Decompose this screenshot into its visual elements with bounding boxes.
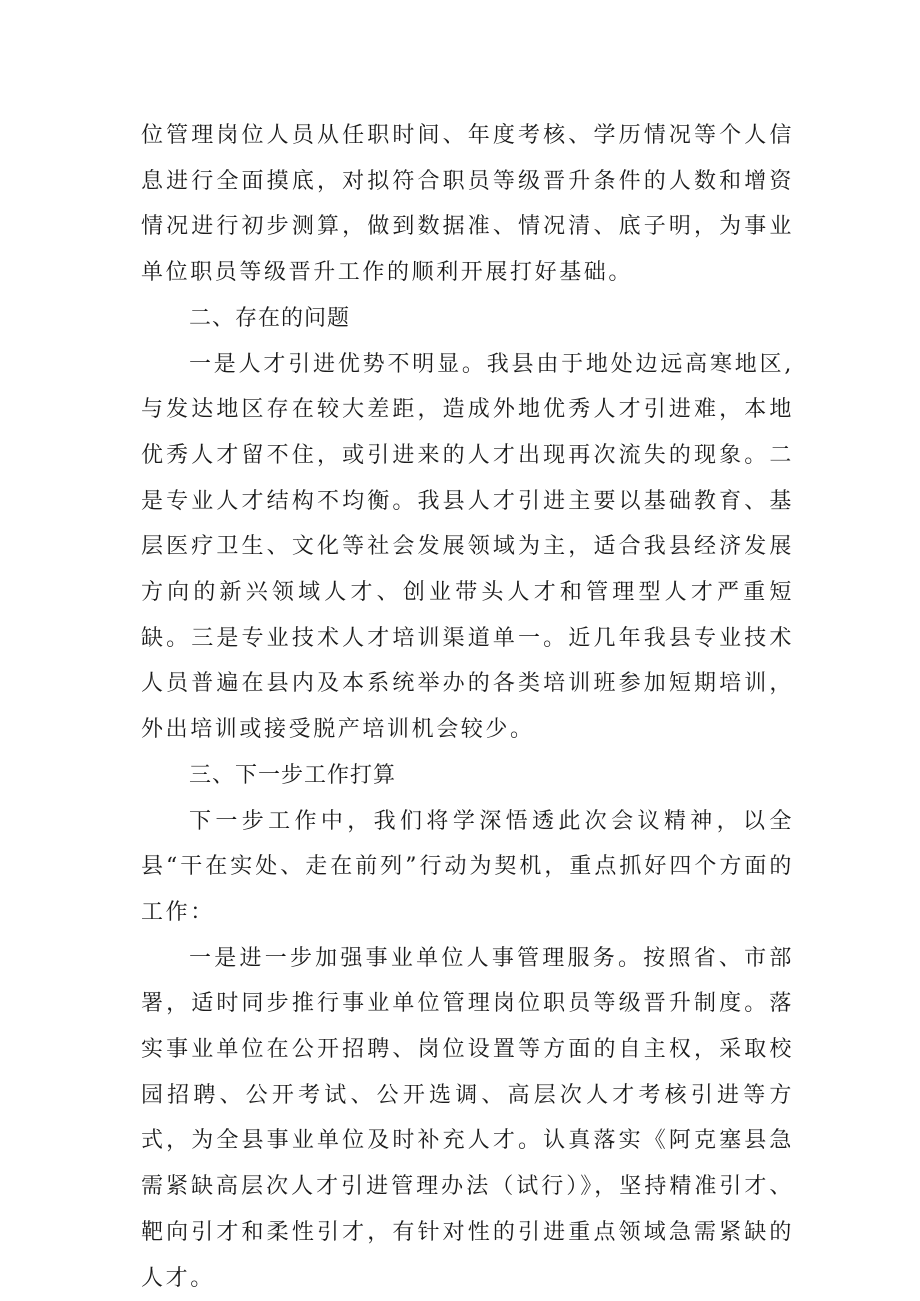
- paragraph-personnel-management: 一是进一步加强事业单位人事管理服务。按照省、市部署，适时同步推行事业单位管理岗位职员等级晋升制度。落实事业单位在公开招聘、岗位设置等方面的自主权，采取校园招聘、公开考试、公开选调、高层次人才考核引进等方式，为全县事业单位及时补充人才。认真落实《阿克塞县急需紧缺高层次人才引进管理办法（试行）》，坚持精准引才、靶向引才和柔性引才，有针对性的引进重点领域急需紧缺的人才。: [141, 945, 794, 1291]
- paragraph-next-steps-intro: 下一步工作中，我们将学深悟透此次会议精神，以全县“干在实处、走在前列”行动为契机，重点抓好四个方面的工作：: [141, 808, 794, 925]
- paragraph-staff-survey: 位管理岗位人员从任职时间、年度考核、学历情况等个人信息进行全面摸底，对拟符合职员等级晋升条件的人数和增资情况进行初步测算，做到数据准、情况清、底子明，为事业单位职员等级晋升工作的顺利开展打好基础。: [141, 123, 794, 286]
- section-heading-next-steps: 三、下一步工作打算: [189, 762, 397, 788]
- paragraph-problems: 一是人才引进优势不明显。我县由于地处边远高寒地区,与发达地区存在较大差距，造成外地优秀人才引进难，本地优秀人才留不住，或引进来的人才出现再次流失的现象。二是专业人才结构不均衡。我县人才引进主要以基础教育、基层医疗卫生、文化等社会发展领域为主，适合我县经济发展方向的新兴领域人才、创业带头人才和管理型人才严重短缺。三是专业技术人才培训渠道单一。近几年我县专业技术人员普遍在县内及本系统举办的各类培训班参加短期培训，外出培训或接受脱产培训机会较少。: [141, 351, 794, 743]
- section-heading-problems: 二、存在的问题: [189, 305, 351, 331]
